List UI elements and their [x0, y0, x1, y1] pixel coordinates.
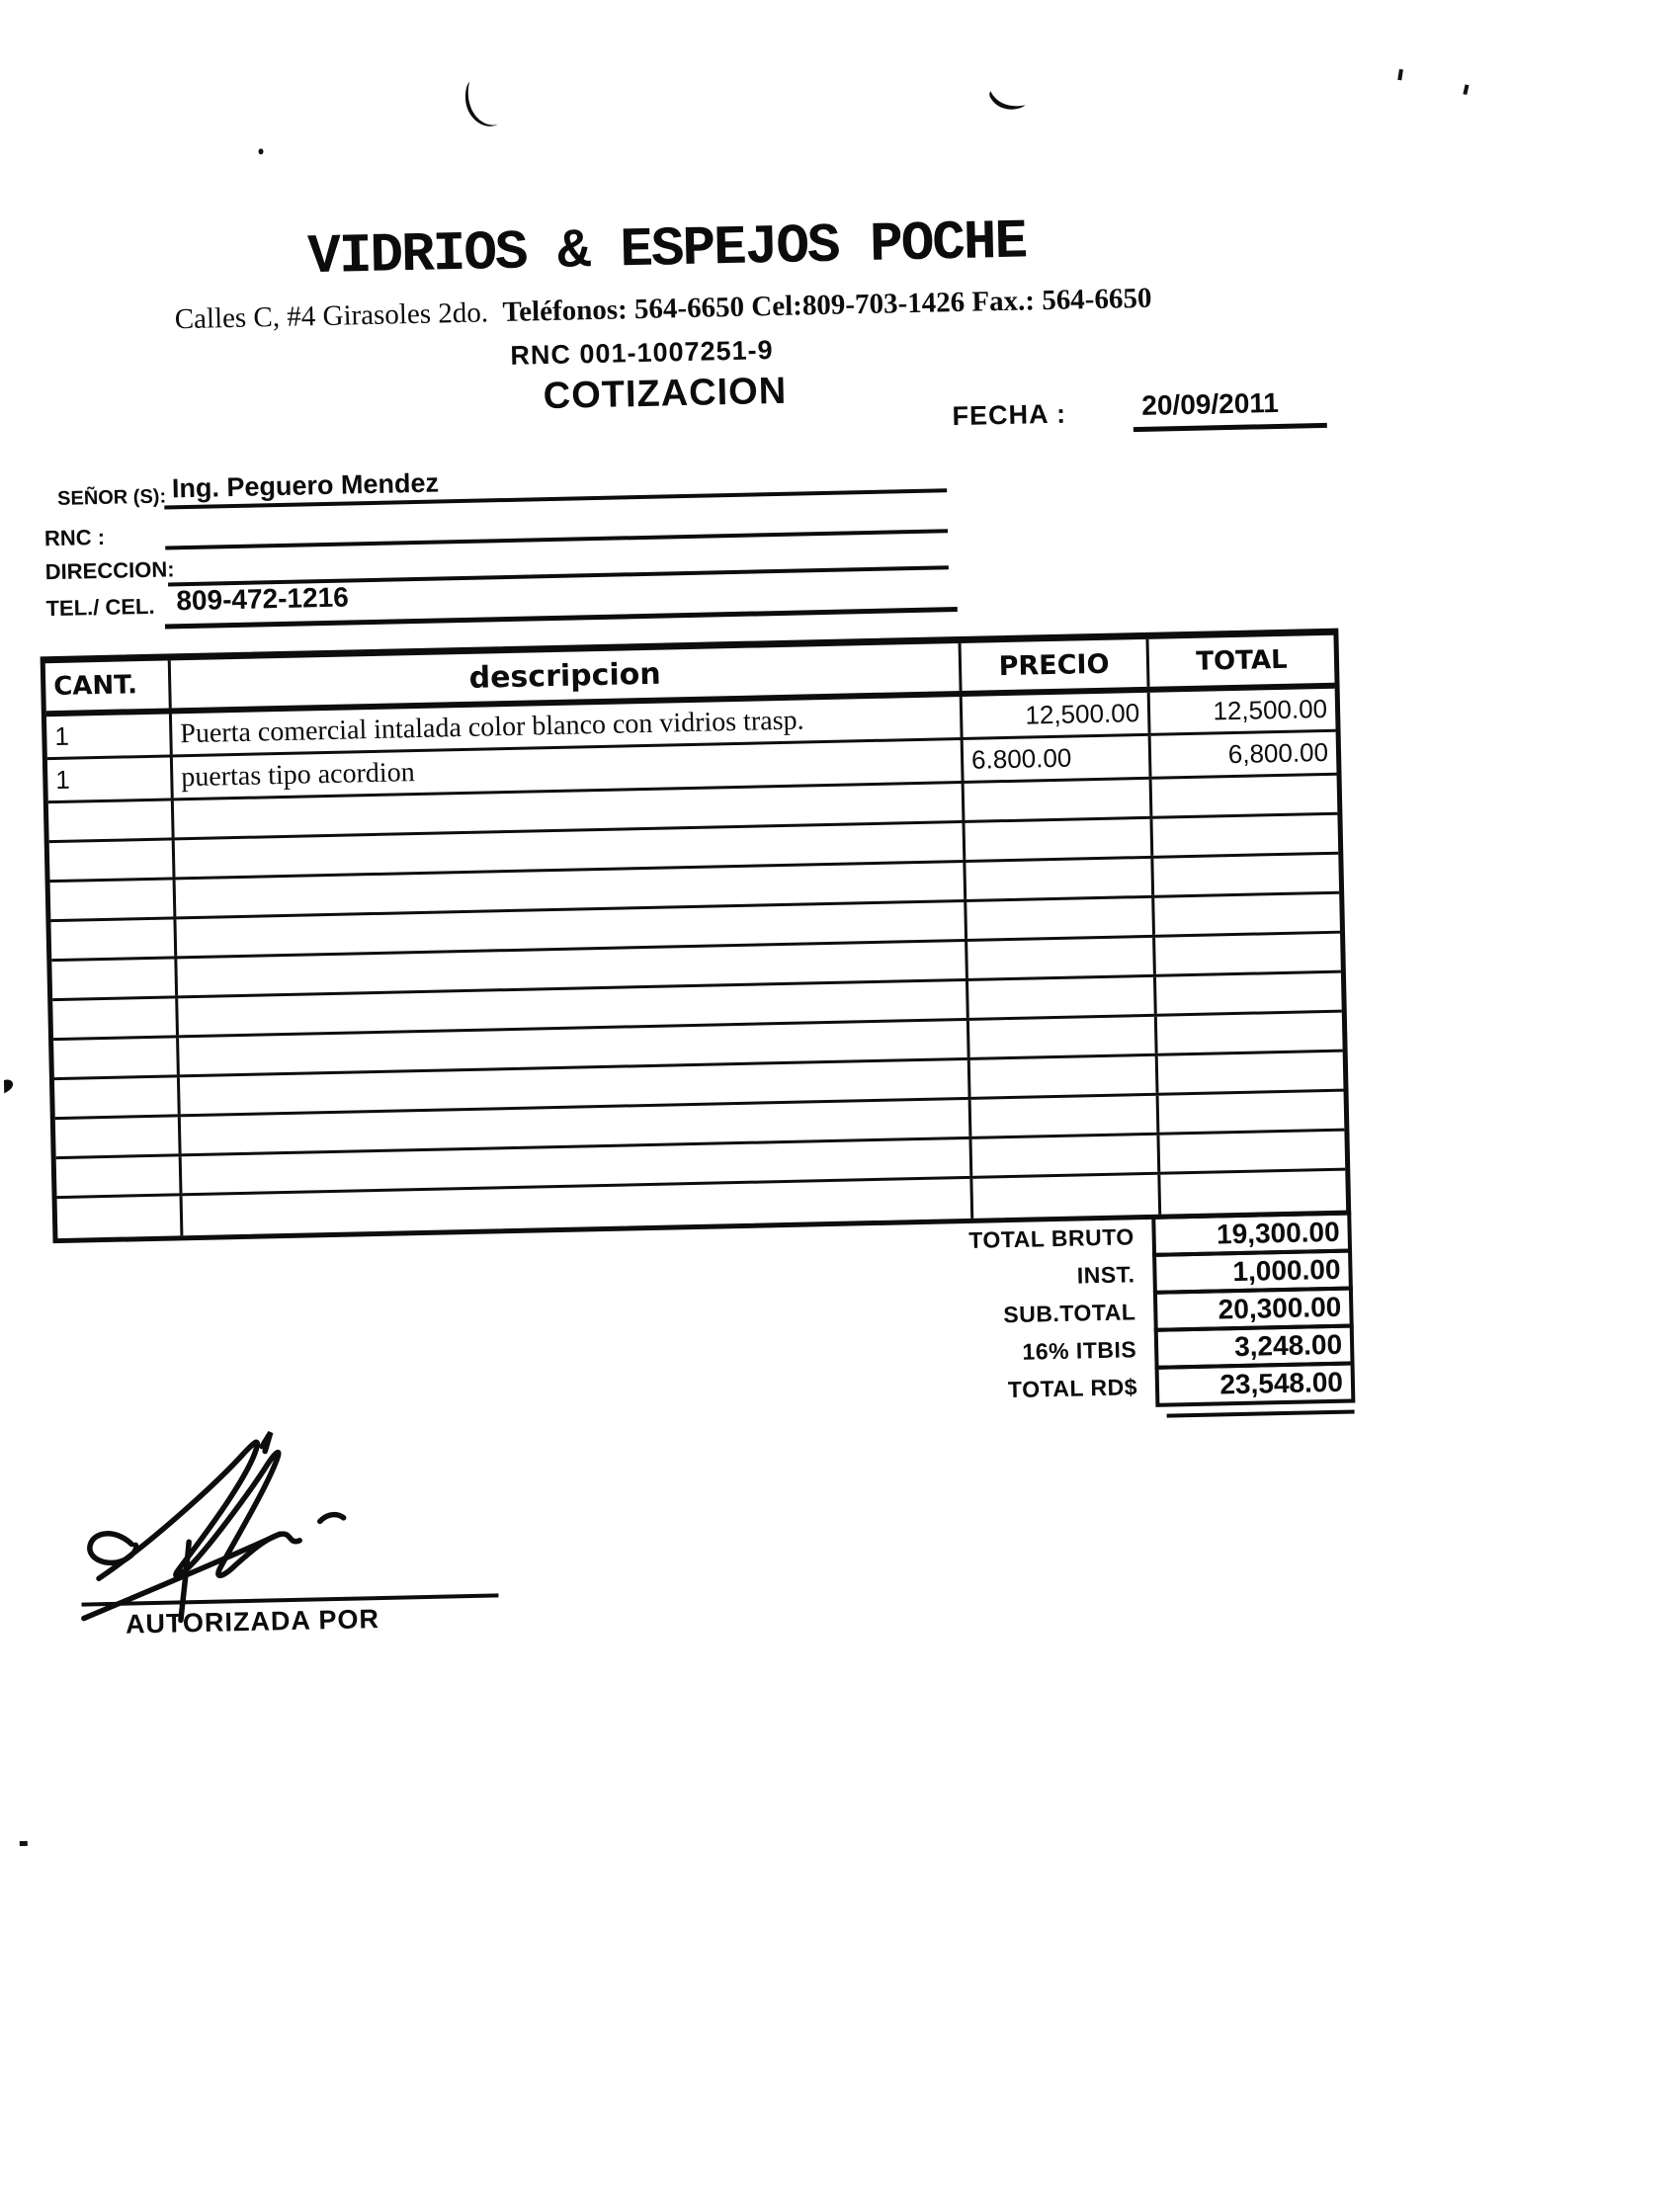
empty-cell	[1152, 776, 1338, 816]
empty-cell	[971, 1136, 1160, 1176]
item-description: Puerta comercial intalada color blanco con vidrios trasp.	[172, 697, 964, 754]
scan-artifact-crescent-mid	[987, 87, 1032, 114]
empty-cell	[1156, 973, 1342, 1014]
item-qty: 1	[47, 757, 174, 800]
empty-cell	[52, 998, 179, 1038]
total-value: 3,248.00	[1154, 1323, 1355, 1369]
scan-artifact-crescent-left	[462, 79, 502, 131]
date-underline	[1134, 423, 1327, 432]
scan-artifact-speck	[1463, 84, 1469, 95]
column-header-total: TOTAL	[1196, 644, 1288, 677]
total-label: 16% ITBIS	[1022, 1335, 1137, 1365]
company-name: VIDRIOS & ESPEJOS POCHE	[306, 210, 1027, 290]
empty-cell	[1159, 1092, 1345, 1133]
customer-rnc-line	[165, 529, 948, 549]
empty-cell	[969, 1017, 1158, 1057]
document-type-title: COTIZACION	[543, 370, 788, 418]
empty-cell	[966, 898, 1155, 939]
empty-cell	[965, 780, 1153, 820]
empty-cell	[966, 859, 1154, 899]
total-label: SUB.TOTAL	[1003, 1298, 1136, 1327]
column-header-precio: PRECIO	[962, 639, 1150, 691]
empty-cell	[1158, 1052, 1344, 1093]
empty-cell	[970, 1056, 1159, 1097]
empty-cell	[55, 1117, 182, 1156]
date-label: FECHA :	[952, 398, 1067, 432]
item-total: 12,500.00	[1213, 693, 1328, 726]
customer-phone-value: 809-472-1216	[176, 581, 350, 617]
column-header-cant: CANT.	[45, 660, 172, 711]
customer-name-value: Ing. Peguero Mendez	[171, 467, 440, 504]
scan-artifact-edge-mark	[3, 1076, 17, 1094]
item-description: puertas tipo acordion	[173, 740, 965, 798]
item-total: 6,800.00	[1227, 736, 1329, 770]
item-qty: 1	[46, 714, 173, 757]
totals-bottom-double-rule	[1167, 1409, 1355, 1417]
scan-artifact-edge-mark	[20, 1841, 28, 1846]
customer-rnc-label: RNC :	[43, 524, 106, 551]
empty-cell	[51, 959, 178, 998]
company-street: Calles C, #4 Girasoles 2do.	[174, 296, 489, 336]
empty-cell	[1159, 1132, 1345, 1172]
company-rnc: RNC 001-1007251-9	[510, 335, 774, 371]
column-header-descripcion: descripcion	[171, 643, 963, 708]
totals-section	[859, 1211, 1357, 1413]
empty-cell	[1152, 815, 1338, 856]
empty-cell	[967, 938, 1156, 978]
scan-artifact-dot	[258, 148, 263, 154]
item-price: 12,500.00	[963, 693, 1151, 737]
empty-cell	[971, 1096, 1160, 1137]
total-value: 20,300.00	[1153, 1286, 1354, 1331]
item-price: 6.800.00	[964, 736, 1152, 781]
empty-cell	[54, 1077, 181, 1117]
empty-cell	[50, 880, 177, 919]
empty-cell	[968, 977, 1157, 1018]
empty-cell	[57, 1196, 184, 1238]
empty-cell	[1154, 894, 1340, 935]
total-value: 23,548.00	[1155, 1361, 1356, 1406]
empty-cell	[53, 1038, 180, 1077]
company-phones: Teléfonos: 564-6650 Cel:809-703-1426 Fax.: 564-6650	[502, 282, 1152, 329]
empty-cell	[49, 840, 176, 880]
empty-cell	[1157, 1013, 1343, 1053]
customer-address-label: DIRECCION:	[44, 556, 175, 585]
empty-cell	[972, 1175, 1161, 1219]
empty-cell	[1153, 855, 1339, 895]
customer-phone-label: TEL./ CEL.	[45, 593, 155, 622]
items-table	[41, 629, 1352, 1244]
total-value: 19,300.00	[1151, 1212, 1352, 1257]
total-label: TOTAL RD$	[1007, 1373, 1138, 1402]
empty-cell	[1155, 934, 1341, 974]
empty-cell	[50, 919, 177, 959]
total-label: TOTAL BRUTO	[968, 1222, 1134, 1253]
scan-artifact-speck	[1397, 69, 1403, 80]
empty-cell	[48, 800, 175, 840]
empty-cell	[966, 819, 1154, 860]
date-value: 20/09/2011	[1140, 386, 1280, 421]
total-value: 1,000.00	[1152, 1249, 1353, 1295]
empty-cell	[56, 1156, 183, 1196]
total-label: INST.	[1076, 1260, 1135, 1289]
authorized-by-label: AUTORIZADA POR	[125, 1604, 380, 1640]
empty-cell	[1160, 1171, 1346, 1215]
customer-name-label: SEÑOR (S):	[56, 485, 167, 510]
